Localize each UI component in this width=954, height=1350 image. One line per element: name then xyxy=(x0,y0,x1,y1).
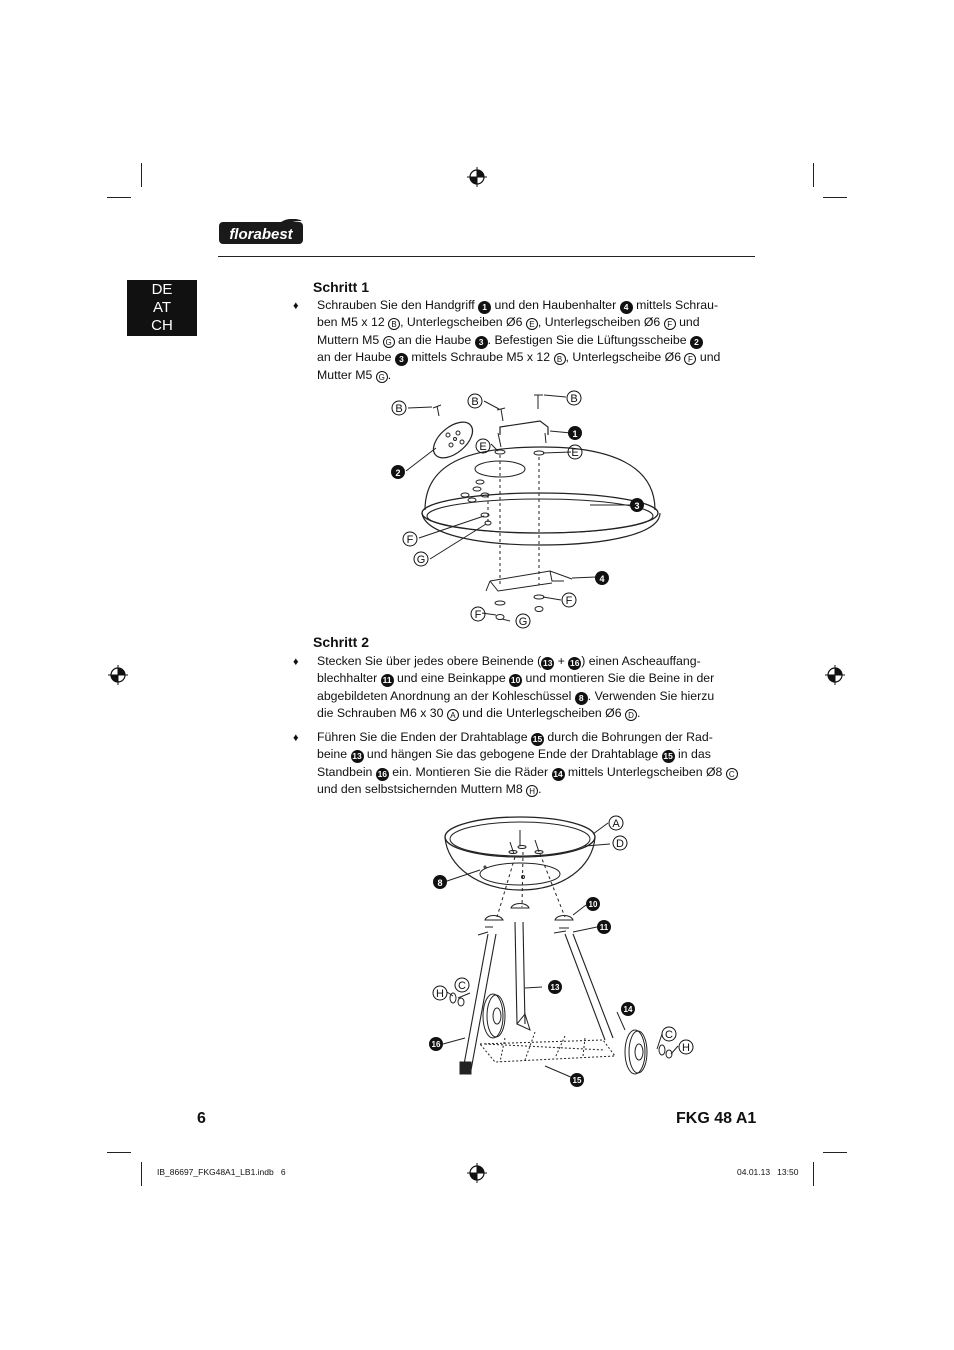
language-tab xyxy=(127,280,197,336)
svg-text:4: 4 xyxy=(599,574,605,584)
part-number-badge: 11 xyxy=(382,675,392,686)
svg-text:E: E xyxy=(571,447,579,459)
step1-paragraph: Schrauben Sie den Handgriff 1 und den Haubenhalter 4 mittels Schrau- ben M5 x 12 B , Unterlegscheiben Ø6 E , Unterlegscheiben Ø6 F und Muttern M5 G an die Haube 3 . Befestigen Sie die Lüftungsscheibe 2 an der Haube 3 mittels Schraube M5 x 12 B , Unterlegscheibe Ø6 F und Mutter M5 G . xyxy=(317,298,721,382)
crop-mark xyxy=(141,1162,142,1186)
callout-f xyxy=(471,607,485,621)
svg-text:F: F xyxy=(406,534,414,546)
language-ch: CH xyxy=(151,317,173,334)
callout-b xyxy=(392,401,406,415)
part-number-badge: 1 xyxy=(478,301,491,314)
callout-16 xyxy=(429,1037,443,1051)
callout-b xyxy=(468,394,482,408)
part-letter-badge: A xyxy=(447,709,459,721)
svg-text:13: 13 xyxy=(550,983,560,992)
part-number-badge: 13 xyxy=(352,751,362,762)
svg-text:G: G xyxy=(518,616,528,628)
svg-text:B: B xyxy=(570,393,578,405)
crop-mark xyxy=(823,197,847,198)
callout-11 xyxy=(597,920,611,934)
part-number-badge: 13 xyxy=(543,658,553,668)
svg-text:H: H xyxy=(682,1042,690,1054)
callout-f xyxy=(562,593,576,607)
callout-e xyxy=(476,439,490,453)
part-number-badge: 8 xyxy=(575,692,588,705)
bullet-icon: ♦ xyxy=(293,300,299,312)
registration-mark-icon xyxy=(825,665,845,685)
svg-text:14: 14 xyxy=(623,1005,633,1014)
step2-heading: Schritt 2 xyxy=(313,634,370,650)
florabest-logo xyxy=(218,219,304,245)
print-file-info: IB_86697_FKG48A1_LB1.indb 6 xyxy=(157,1167,286,1177)
callout-4 xyxy=(595,571,609,585)
part-number-badge: 14 xyxy=(553,768,563,779)
part-number-badge: 10 xyxy=(510,675,521,686)
callout-10 xyxy=(586,897,600,911)
model-number: FKG 48 A1 xyxy=(676,1110,757,1127)
svg-text:8: 8 xyxy=(437,878,443,888)
svg-text:15: 15 xyxy=(572,1076,582,1085)
callout-3 xyxy=(630,498,644,512)
part-number-badge: 3 xyxy=(395,353,408,366)
part-letter-badge: G xyxy=(376,371,388,383)
bullet-icon: ♦ xyxy=(293,656,299,668)
callout-8 xyxy=(433,875,447,889)
part-number-badge: 16 xyxy=(570,658,580,668)
diagram1-callouts xyxy=(391,391,644,628)
legs-assembly-diagram xyxy=(425,812,705,1092)
part-letter-badge: E xyxy=(526,318,538,330)
callout-g xyxy=(516,614,530,628)
callout-h xyxy=(433,986,447,1000)
crop-mark xyxy=(813,1162,814,1186)
crop-mark xyxy=(141,163,142,187)
part-letter-badge: D xyxy=(625,709,637,721)
callout-f xyxy=(403,532,417,546)
svg-text:B: B xyxy=(471,396,479,408)
registration-mark-icon xyxy=(467,1163,487,1183)
callout-1 xyxy=(568,426,582,440)
part-number-badge: 15 xyxy=(663,751,673,762)
diagram2-callouts xyxy=(429,816,693,1087)
svg-text:F: F xyxy=(474,609,482,621)
registration-mark-icon xyxy=(467,167,487,187)
svg-text:C: C xyxy=(458,980,466,992)
crop-mark xyxy=(813,163,814,187)
svg-text:A: A xyxy=(612,818,620,830)
callout-13 xyxy=(548,980,562,994)
svg-text:3: 3 xyxy=(634,501,640,511)
language-at: AT xyxy=(152,299,172,316)
svg-text:10: 10 xyxy=(588,900,598,909)
crop-mark xyxy=(823,1152,847,1153)
callout-g xyxy=(414,552,428,566)
svg-text:E: E xyxy=(479,441,487,453)
part-letter-badge: F xyxy=(684,353,696,365)
part-letter-badge: F xyxy=(664,318,676,330)
step2-paragraph-1: Stecken Sie über jedes obere Beinende ( 13 + 16 ) einen Ascheauffang- blechhalter 11 und eine Beinkappe 10 und montieren Sie die Beine in der abgebildeten Anordnung an der Kohleschüssel 8 . Verwenden Sie hierzu die Schrauben M6 x 30 A und die Unterlegscheiben Ø6 D . xyxy=(317,654,715,721)
part-letter-badge: B xyxy=(554,353,566,365)
part-number-badge: 4 xyxy=(620,301,633,314)
callout-a xyxy=(609,816,623,830)
callout-c xyxy=(455,978,469,992)
svg-text:B: B xyxy=(395,403,403,415)
svg-text:F: F xyxy=(565,595,573,607)
part-number-badge: 3 xyxy=(475,336,488,349)
bullet-icon: ♦ xyxy=(293,732,299,744)
callout-c xyxy=(662,1027,676,1041)
lid-assembly-diagram xyxy=(380,385,670,635)
part-letter-badge: H xyxy=(526,785,538,797)
part-letter-badge: C xyxy=(726,768,738,780)
svg-text:H: H xyxy=(436,988,444,1000)
part-number-badge: 16 xyxy=(377,768,388,779)
callout-15 xyxy=(570,1073,584,1087)
language-de: DE xyxy=(151,281,173,298)
part-number-badge: 2 xyxy=(690,336,703,349)
svg-text:11: 11 xyxy=(599,923,609,932)
part-number-badge: 15 xyxy=(532,734,543,744)
callout-14 xyxy=(621,1002,635,1016)
svg-text:1: 1 xyxy=(572,429,578,439)
crop-mark xyxy=(107,197,131,198)
part-letter-badge: B xyxy=(388,318,400,330)
callout-d xyxy=(613,836,627,850)
callout-b xyxy=(567,391,581,405)
part-letter-badge: G xyxy=(383,336,395,348)
header-rule xyxy=(218,256,755,257)
step2-paragraph-2: Führen Sie die Enden der Drahtablage 15 durch die Bohrungen der Rad- beine 13 und hängen Sie das gebogene Ende der Drahtablage 15 in das Standbein 16 ein. Montieren Sie die Räder 14 mittels Unterlegscheiben Ø8 C und den selbstsichernden Muttern M8 H . xyxy=(317,729,738,799)
callout-2 xyxy=(391,465,405,479)
brand-text: florabest xyxy=(229,226,293,243)
callout-h xyxy=(679,1040,693,1054)
svg-text:C: C xyxy=(665,1029,673,1041)
registration-mark-icon xyxy=(108,665,128,685)
svg-text:16: 16 xyxy=(431,1040,441,1049)
step1-heading: Schritt 1 xyxy=(313,279,370,295)
svg-text:G: G xyxy=(416,554,426,566)
page-number: 6 xyxy=(197,1110,206,1127)
crop-mark xyxy=(107,1152,131,1153)
svg-text:2: 2 xyxy=(395,468,401,478)
svg-text:D: D xyxy=(616,838,624,850)
print-timestamp: 04.01.13 13:50 xyxy=(737,1167,799,1177)
